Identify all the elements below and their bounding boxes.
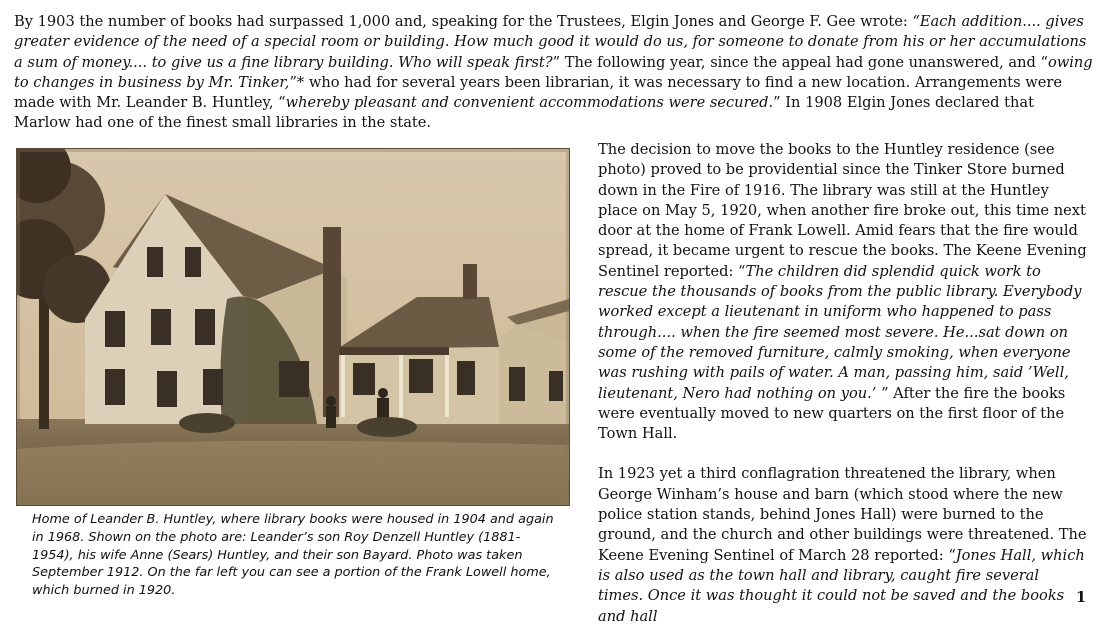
photo-caption: Home of Leander B. Huntley, where library books were housed in 1904 and again in 1968. Shown on the photo are: Leander’s son Roy Denzell Huntley (1881-1954), his wife Anne (Sears) Huntley, and their son Bayard. Photo was taken September 1912. On the far left you can see a portion of the Frank Lowell home, which burned in 1920. bbox=[32, 512, 554, 599]
fire-1920-paragraph bbox=[598, 140, 1088, 444]
huntley-house-illustration bbox=[17, 149, 569, 505]
tinker-quote: owing to changes in business by Mr. Tinker, bbox=[14, 53, 1093, 91]
intro-text-2: ” The following year, since the appeal had gone unanswered, and “ bbox=[552, 53, 1048, 71]
intro-text-1: By 1903 the number of books had surpassed 1,000 and, speaking for the Trustees, Elgin Jones and George F. Gee wrote: bbox=[14, 13, 913, 30]
intro-text-4: ” In 1908 Elgin Jones declared that Marlow had one of the finest small libraries in the state. bbox=[14, 94, 1034, 132]
intro-paragraph bbox=[14, 12, 1094, 134]
sentinel-1920-quote: The children did splendid quick work to rescue the thousands of books from the public library. Everybody worked except a lieutenant in uniform who happened to pass through.... when the fire seemed most severe. He...sat down on some of the removed furniture, calmly smoking, when everyone was rushing with pails of water. A man, passing him, said ’Well, lieutenant, Nero had nothing on you.’ bbox=[598, 262, 1082, 402]
huntley-quote: whereby pleasant and convenient accommodations were secured. bbox=[285, 94, 774, 112]
huntley-house-photo bbox=[16, 148, 570, 506]
fire-1923-text-1: In 1923 yet a third conflagration threatened the library, when George Winham’s house and barn (which stood where the new police station stands, behind Jones Hall) were burned to the ground, and the church and other buildings were threatened. The Keene Evening Sentinel of March 28 reported: “ bbox=[598, 465, 1087, 564]
sentinel-1923-quote: Jones Hall, which is also used as the town hall and library, caught fire several times. Once it was thought it could not be saved and the books and hall bbox=[598, 546, 1085, 625]
intro-text-3: ”* who had for several years been librarian, it was necessary to find a new location. Arrangements were made with Mr. Leander B. Huntley, “ bbox=[14, 73, 1063, 112]
fire-1920-text-2: ” After the fire the books were eventually moved to new quarters on the first floor of the Town Hall. bbox=[598, 384, 1066, 443]
trustees-quote: “Each addition.... gives greater evidence of the need of a special room or building. How much good it would do us, for someone to donate from his or her accumulations a sum of money.... to give us a fine library building. Who will speak first? bbox=[14, 13, 1087, 71]
right-column bbox=[598, 140, 1088, 627]
fire-1920-text-1: The decision to move the books to the Huntley residence (see photo) proved to be providential since the Tinker Store burned down in the Fire of 1916. The library was still at the Huntley place on May 5, 1920, when another fire broke out, this time next door at the home of Frank Lowell. Amid fears that the fire would spread, it became urgent to rescue the books. The Keene Evening Sentinel reported: “ bbox=[598, 141, 1087, 280]
fire-1923-paragraph bbox=[598, 464, 1088, 626]
page-number: 1 bbox=[1076, 589, 1087, 606]
